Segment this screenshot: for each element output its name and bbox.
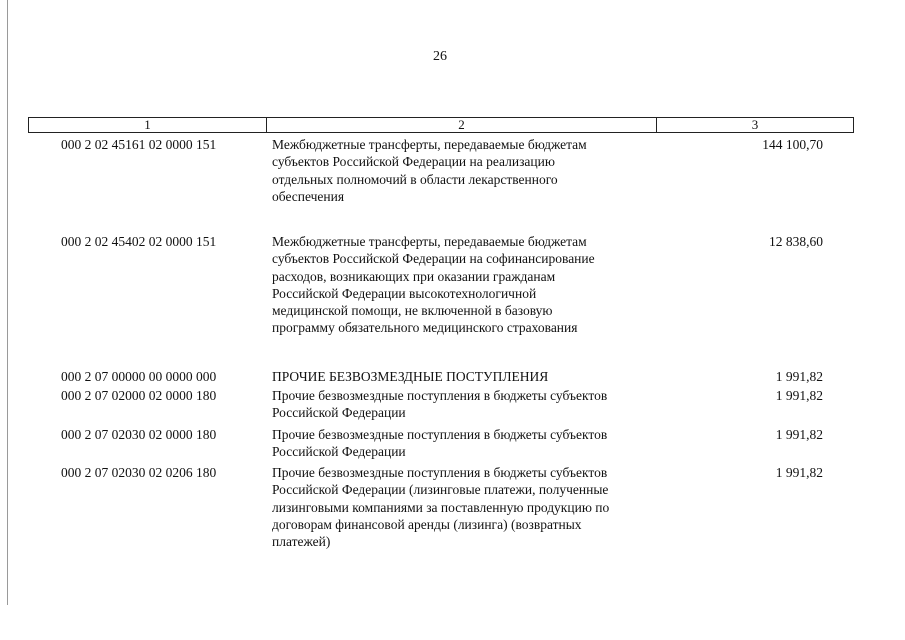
row-description — [272, 233, 662, 337]
row-code: 000 2 07 00000 00 0000 000 — [61, 369, 217, 384]
row-description-line: лизинговыми компаниями за поставленную продукцию по — [272, 499, 610, 515]
row-description-line: Прочие безвозмездные поступления в бюджеты субъектов — [272, 427, 608, 442]
row-code: 000 2 07 02030 02 0000 180 — [61, 427, 217, 442]
row-description-line: Прочие безвозмездные поступления в бюджеты субъектов — [272, 465, 608, 480]
row-description — [272, 464, 662, 550]
row-description-line: субъектов Российской Федерации на софинансирование — [272, 251, 595, 267]
header-col-code: 1 — [29, 118, 267, 132]
row-description-line: платежей) — [272, 534, 331, 550]
row-description-line: отдельных полномочий в области лекарственного — [272, 171, 558, 187]
row-description-line: обеспечения — [272, 188, 345, 204]
row-description-line: договорам финансовой аренды (лизинга) (возвратных — [272, 516, 582, 532]
row-description — [272, 426, 662, 461]
row-amount: 1 991,82 — [775, 427, 823, 442]
header-col-amount: 3 — [751, 117, 759, 132]
scan-edge-line — [7, 0, 8, 605]
row-description-line: ПРОЧИЕ БЕЗВОЗМЕЗДНЫЕ ПОСТУПЛЕНИЯ — [272, 369, 549, 384]
row-description-line: Прочие безвозмездные поступления в бюджеты субъектов — [272, 388, 608, 403]
row-description-line: Межбюджетные трансферты, передаваемые бюджетам — [272, 137, 587, 152]
row-description-line: программу обязательного медицинского страхования — [272, 320, 578, 336]
row-amount: 1 991,82 — [775, 465, 823, 480]
page-number: 26 — [433, 49, 447, 64]
row-code: 000 2 07 02000 02 0000 180 — [61, 388, 217, 403]
header-col-description: 2 — [267, 118, 657, 132]
row-description — [272, 387, 662, 422]
row-description-line: медицинской помощи, не включенной в базовую — [272, 303, 553, 319]
row-description-line: Российской Федерации (лизинговые платежи, полученные — [272, 482, 609, 498]
row-amount: 1 991,82 — [775, 369, 823, 384]
row-description-line: Российской Федерации — [272, 405, 406, 421]
row-description-line: Российской Федерации высокотехнологичной — [272, 285, 537, 301]
row-amount: 144 100,70 — [762, 137, 823, 152]
row-description-line: расходов, возникающих при оказании гражданам — [272, 268, 556, 284]
row-amount: 1 991,82 — [775, 388, 823, 403]
row-code: 000 2 07 02030 02 0206 180 — [61, 465, 217, 480]
row-description — [272, 136, 662, 205]
row-description-line: Межбюджетные трансферты, передаваемые бюджетам — [272, 234, 587, 249]
row-description — [272, 368, 662, 385]
row-description-line: Российской Федерации — [272, 444, 406, 460]
row-description-line: субъектов Российской Федерации на реализацию — [272, 154, 555, 170]
table-header — [28, 117, 854, 133]
row-code: 000 2 02 45402 02 0000 151 — [61, 234, 217, 249]
row-code: 000 2 02 45161 02 0000 151 — [61, 137, 217, 152]
row-amount: 12 838,60 — [769, 234, 823, 249]
